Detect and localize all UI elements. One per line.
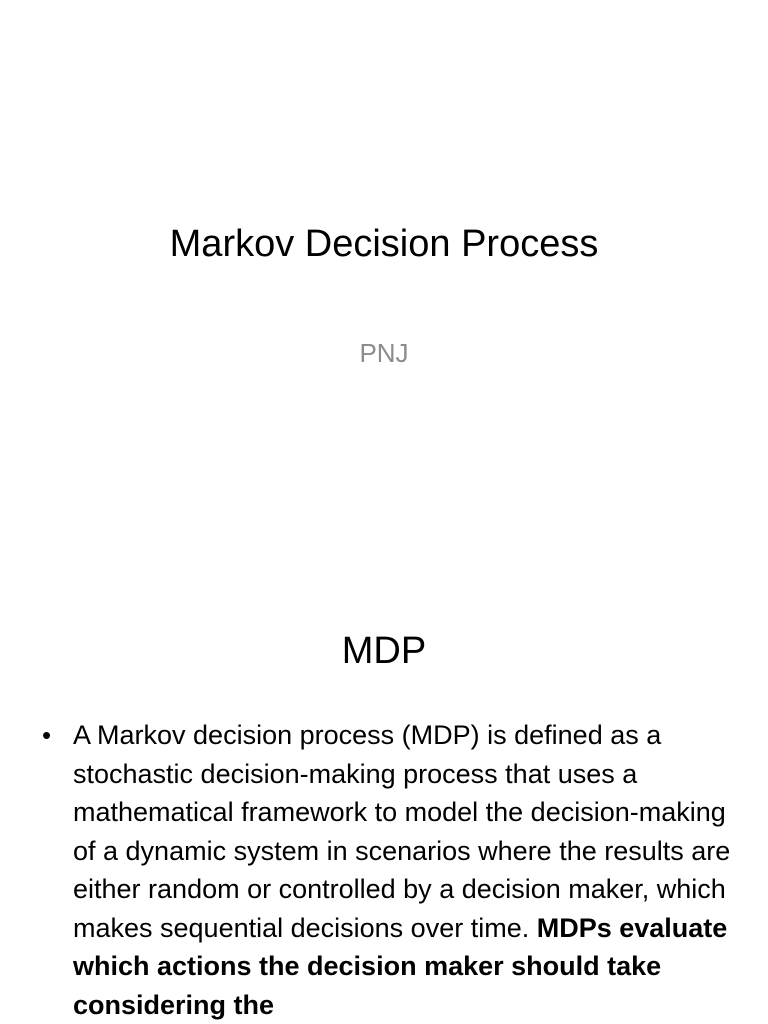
slide-title: MDP (341, 630, 427, 672)
slide-title: Markov Decision Process (169, 223, 599, 265)
bullet-item (42, 716, 732, 1024)
bullet-plain-text: A Markov decision process (MDP) is defined as a stochastic decision-making process that uses a mathematical framework to model the decision-making of a dynamic system in scenarios where the results are either random or controlled by a decision maker, which makes sequential decisions over time. (73, 720, 731, 943)
slide-subtitle: PNJ (359, 338, 409, 368)
bullet-bold-text: MDPs evaluate which actions the decision maker should take considering the (73, 912, 728, 1020)
bullet-text (73, 716, 732, 1024)
content-slide (0, 576, 768, 1024)
bullet-marker: • (42, 720, 52, 750)
